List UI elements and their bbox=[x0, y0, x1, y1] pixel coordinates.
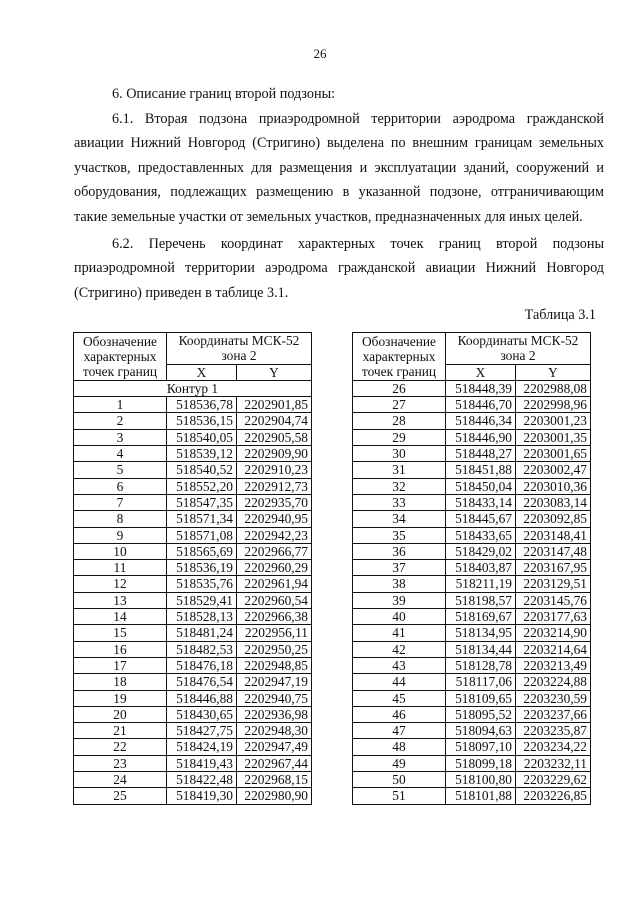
table-row bbox=[353, 543, 591, 559]
header-label-line2: характерных bbox=[83, 348, 157, 364]
x-coordinate: 518095,52 bbox=[446, 706, 516, 722]
table-row bbox=[353, 429, 591, 445]
x-coordinate: 518540,52 bbox=[167, 462, 237, 478]
point-number: 4 bbox=[74, 446, 167, 462]
x-coordinate: 518403,87 bbox=[446, 560, 516, 576]
table-row bbox=[74, 723, 312, 739]
point-label-header bbox=[353, 333, 446, 381]
point-number: 48 bbox=[353, 739, 446, 755]
x-coordinate: 518446,90 bbox=[446, 429, 516, 445]
point-number: 45 bbox=[353, 690, 446, 706]
point-number: 42 bbox=[353, 641, 446, 657]
point-number: 9 bbox=[74, 527, 167, 543]
table-row bbox=[74, 429, 312, 445]
point-number: 7 bbox=[74, 494, 167, 510]
x-coordinate: 518419,43 bbox=[167, 755, 237, 771]
y-coordinate: 2203234,22 bbox=[516, 739, 591, 755]
x-coordinate: 518430,65 bbox=[167, 706, 237, 722]
x-coordinate: 518433,65 bbox=[446, 527, 516, 543]
table-row bbox=[353, 723, 591, 739]
paragraph-6-2-text: 6.2. Перечень координат характерных точек границ второй подзоны приаэродромной территории аэродрома гражданской авиации Нижний Новгород (Стригино) приведен в таблице 3.1. bbox=[74, 236, 604, 301]
table-caption: Таблица 3.1 bbox=[524, 307, 596, 323]
y-coordinate: 2202948,85 bbox=[237, 657, 312, 673]
x-coordinate: 518128,78 bbox=[446, 657, 516, 673]
point-number: 1 bbox=[74, 397, 167, 413]
table-row bbox=[74, 397, 312, 413]
table-row bbox=[74, 576, 312, 592]
table-row bbox=[353, 755, 591, 771]
point-number: 5 bbox=[74, 462, 167, 478]
y-coordinate: 2202968,15 bbox=[237, 772, 312, 788]
point-number: 33 bbox=[353, 494, 446, 510]
point-label-header bbox=[74, 333, 167, 381]
x-coordinate: 518529,41 bbox=[167, 592, 237, 608]
x-coordinate: 518536,15 bbox=[167, 413, 237, 429]
point-number: 16 bbox=[74, 641, 167, 657]
point-number: 34 bbox=[353, 511, 446, 527]
table-row bbox=[74, 674, 312, 690]
x-coordinate: 518536,19 bbox=[167, 560, 237, 576]
page-number: 26 bbox=[313, 46, 327, 61]
point-number: 47 bbox=[353, 723, 446, 739]
header-label-line1: Обозначение bbox=[362, 333, 436, 349]
table-row bbox=[74, 641, 312, 657]
point-number: 50 bbox=[353, 772, 446, 788]
y-coordinate: 2202960,54 bbox=[237, 592, 312, 608]
point-number: 32 bbox=[353, 478, 446, 494]
x-coordinate: 518097,10 bbox=[446, 739, 516, 755]
y-coordinate: 2203129,51 bbox=[516, 576, 591, 592]
y-coordinate: 2203083,14 bbox=[516, 494, 591, 510]
table-row bbox=[353, 380, 591, 396]
point-number: 6 bbox=[74, 478, 167, 494]
point-number: 10 bbox=[74, 543, 167, 559]
x-coordinate: 518427,75 bbox=[167, 723, 237, 739]
y-coordinate: 2203167,95 bbox=[516, 560, 591, 576]
point-number: 41 bbox=[353, 625, 446, 641]
table-row bbox=[74, 462, 312, 478]
y-coordinate: 2202904,74 bbox=[237, 413, 312, 429]
x-coordinate: 518481,24 bbox=[167, 625, 237, 641]
point-number: 26 bbox=[353, 380, 446, 396]
x-coordinate: 518451,88 bbox=[446, 462, 516, 478]
x-coordinate: 518535,76 bbox=[167, 576, 237, 592]
point-number: 38 bbox=[353, 576, 446, 592]
x-coordinate: 518134,44 bbox=[446, 641, 516, 657]
coords-header bbox=[446, 333, 591, 365]
point-number: 36 bbox=[353, 543, 446, 559]
x-coordinate: 518476,18 bbox=[167, 657, 237, 673]
table-row bbox=[353, 560, 591, 576]
x-coordinate: 518419,30 bbox=[167, 788, 237, 804]
y-coordinate: 2202950,25 bbox=[237, 641, 312, 657]
x-coordinate: 518433,14 bbox=[446, 494, 516, 510]
x-header: X bbox=[167, 364, 237, 380]
table-row bbox=[353, 511, 591, 527]
y-coordinate: 2202988,08 bbox=[516, 380, 591, 396]
x-coordinate: 518540,05 bbox=[167, 429, 237, 445]
paragraph-6-1-text: 6.1. Вторая подзона приаэродромной территории аэродрома гражданской авиации Нижний Новгород (Стригино) выделена по внешним границам земельных участков, предоставленных для размещения и эксплуатации зданий, сооружений и оборудования, подлежащих размещению в указанной подзоне, отграничивающим такие земельные участки от земельных участков, предназначенных для иных целей. bbox=[74, 111, 604, 225]
y-coordinate: 2203230,59 bbox=[516, 690, 591, 706]
table-row bbox=[353, 739, 591, 755]
point-number: 15 bbox=[74, 625, 167, 641]
y-coordinate: 2202940,95 bbox=[237, 511, 312, 527]
table-row bbox=[353, 478, 591, 494]
table-row bbox=[353, 592, 591, 608]
y-coordinate: 2203001,65 bbox=[516, 446, 591, 462]
y-coordinate: 2203147,48 bbox=[516, 543, 591, 559]
header-label-line3: точек границ bbox=[361, 364, 437, 380]
x-coordinate: 518100,80 bbox=[446, 772, 516, 788]
table-row bbox=[74, 772, 312, 788]
point-number: 8 bbox=[74, 511, 167, 527]
point-number: 40 bbox=[353, 609, 446, 625]
table-row bbox=[353, 446, 591, 462]
table-row bbox=[353, 772, 591, 788]
point-number: 35 bbox=[353, 527, 446, 543]
y-coordinate: 2202901,85 bbox=[237, 397, 312, 413]
x-coordinate: 518424,19 bbox=[167, 739, 237, 755]
table-row bbox=[74, 657, 312, 673]
x-coordinate: 518448,27 bbox=[446, 446, 516, 462]
point-number: 29 bbox=[353, 429, 446, 445]
table-row bbox=[353, 609, 591, 625]
table-row bbox=[353, 625, 591, 641]
point-number: 28 bbox=[353, 413, 446, 429]
table-row bbox=[74, 755, 312, 771]
x-coordinate: 518446,88 bbox=[167, 690, 237, 706]
paragraph-6-1 bbox=[74, 107, 604, 229]
coords-header-line1: Координаты МСК-52 bbox=[457, 333, 579, 348]
table-row bbox=[353, 462, 591, 478]
table-row bbox=[74, 494, 312, 510]
y-coordinate: 2202912,73 bbox=[237, 478, 312, 494]
point-number: 20 bbox=[74, 706, 167, 722]
point-number: 30 bbox=[353, 446, 446, 462]
table-row bbox=[74, 543, 312, 559]
table-row bbox=[74, 609, 312, 625]
x-coordinate: 518109,65 bbox=[446, 690, 516, 706]
y-coordinate: 2203214,90 bbox=[516, 625, 591, 641]
y-coordinate: 2202948,30 bbox=[237, 723, 312, 739]
y-coordinate: 2203237,66 bbox=[516, 706, 591, 722]
y-coordinate: 2202966,77 bbox=[237, 543, 312, 559]
x-coordinate: 518450,04 bbox=[446, 478, 516, 494]
table-row bbox=[74, 690, 312, 706]
x-coordinate: 518448,39 bbox=[446, 380, 516, 396]
y-coordinate: 2203145,76 bbox=[516, 592, 591, 608]
y-coordinate: 2203213,49 bbox=[516, 657, 591, 673]
table-row bbox=[353, 576, 591, 592]
table-row bbox=[353, 788, 591, 804]
point-number: 3 bbox=[74, 429, 167, 445]
x-coordinate: 518571,34 bbox=[167, 511, 237, 527]
y-coordinate: 2202940,75 bbox=[237, 690, 312, 706]
x-coordinate: 518429,02 bbox=[446, 543, 516, 559]
point-number: 18 bbox=[74, 674, 167, 690]
point-number: 44 bbox=[353, 674, 446, 690]
coords-header-line2: зона 2 bbox=[221, 348, 257, 364]
contour-label: Контур 1 bbox=[74, 380, 312, 396]
y-coordinate: 2202956,11 bbox=[237, 625, 312, 641]
y-coordinate: 2202947,19 bbox=[237, 674, 312, 690]
header-label-line2: характерных bbox=[362, 348, 436, 364]
point-number: 46 bbox=[353, 706, 446, 722]
point-number: 49 bbox=[353, 755, 446, 771]
y-coordinate: 2203232,11 bbox=[516, 755, 591, 771]
header-label-line3: точек границ bbox=[82, 364, 158, 380]
y-coordinate: 2203214,64 bbox=[516, 641, 591, 657]
x-coordinate: 518101,88 bbox=[446, 788, 516, 804]
point-number: 43 bbox=[353, 657, 446, 673]
x-coordinate: 518547,35 bbox=[167, 494, 237, 510]
point-number: 37 bbox=[353, 560, 446, 576]
y-header: Y bbox=[237, 364, 312, 380]
y-coordinate: 2203001,35 bbox=[516, 429, 591, 445]
table-row bbox=[353, 397, 591, 413]
y-coordinate: 2202942,23 bbox=[237, 527, 312, 543]
y-coordinate: 2202936,98 bbox=[237, 706, 312, 722]
coordinates-table-left bbox=[73, 332, 312, 805]
y-coordinate: 2202966,38 bbox=[237, 609, 312, 625]
point-number: 51 bbox=[353, 788, 446, 804]
x-coordinate: 518211,19 bbox=[446, 576, 516, 592]
y-coordinate: 2203226,85 bbox=[516, 788, 591, 804]
point-number: 31 bbox=[353, 462, 446, 478]
table-row bbox=[74, 527, 312, 543]
x-coordinate: 518446,34 bbox=[446, 413, 516, 429]
table-row bbox=[353, 706, 591, 722]
x-coordinate: 518539,12 bbox=[167, 446, 237, 462]
point-number: 27 bbox=[353, 397, 446, 413]
table-row bbox=[74, 739, 312, 755]
table-row bbox=[353, 527, 591, 543]
table-row bbox=[74, 478, 312, 494]
point-number: 39 bbox=[353, 592, 446, 608]
point-number: 24 bbox=[74, 772, 167, 788]
x-coordinate: 518422,48 bbox=[167, 772, 237, 788]
table-row bbox=[353, 674, 591, 690]
x-coordinate: 518571,08 bbox=[167, 527, 237, 543]
point-number: 22 bbox=[74, 739, 167, 755]
table-row bbox=[74, 625, 312, 641]
coordinates-table-right bbox=[352, 332, 591, 805]
x-coordinate: 518446,70 bbox=[446, 397, 516, 413]
y-coordinate: 2203177,63 bbox=[516, 609, 591, 625]
y-coordinate: 2202960,29 bbox=[237, 560, 312, 576]
table-row bbox=[74, 706, 312, 722]
y-coordinate: 2202905,58 bbox=[237, 429, 312, 445]
section-heading: 6. Описание границ второй подзоны: bbox=[112, 86, 336, 102]
point-number: 14 bbox=[74, 609, 167, 625]
y-coordinate: 2203092,85 bbox=[516, 511, 591, 527]
point-number: 2 bbox=[74, 413, 167, 429]
table-row bbox=[74, 446, 312, 462]
y-coordinate: 2203002,47 bbox=[516, 462, 591, 478]
x-coordinate: 518094,63 bbox=[446, 723, 516, 739]
point-number: 12 bbox=[74, 576, 167, 592]
coords-header-line2: зона 2 bbox=[500, 348, 536, 364]
x-coordinate: 518482,53 bbox=[167, 641, 237, 657]
y-coordinate: 2203229,62 bbox=[516, 772, 591, 788]
point-number: 17 bbox=[74, 657, 167, 673]
table-row bbox=[353, 641, 591, 657]
table-row bbox=[74, 413, 312, 429]
coords-header bbox=[167, 333, 312, 365]
y-coordinate: 2203001,23 bbox=[516, 413, 591, 429]
y-coordinate: 2202909,90 bbox=[237, 446, 312, 462]
x-coordinate: 518169,67 bbox=[446, 609, 516, 625]
y-coordinate: 2202910,23 bbox=[237, 462, 312, 478]
y-header: Y bbox=[516, 364, 591, 380]
y-coordinate: 2202980,90 bbox=[237, 788, 312, 804]
paragraph-6-2 bbox=[74, 232, 604, 305]
coords-header-line1: Координаты МСК-52 bbox=[178, 333, 300, 348]
x-coordinate: 518099,18 bbox=[446, 755, 516, 771]
point-number: 11 bbox=[74, 560, 167, 576]
x-coordinate: 518565,69 bbox=[167, 543, 237, 559]
x-header: X bbox=[446, 364, 516, 380]
x-coordinate: 518198,57 bbox=[446, 592, 516, 608]
table-row bbox=[74, 788, 312, 804]
header-label-line1: Обозначение bbox=[83, 333, 157, 349]
x-coordinate: 518117,06 bbox=[446, 674, 516, 690]
x-coordinate: 518528,13 bbox=[167, 609, 237, 625]
point-number: 25 bbox=[74, 788, 167, 804]
table-row bbox=[74, 511, 312, 527]
x-coordinate: 518552,20 bbox=[167, 478, 237, 494]
table-row bbox=[353, 494, 591, 510]
y-coordinate: 2202947,49 bbox=[237, 739, 312, 755]
point-number: 21 bbox=[74, 723, 167, 739]
y-coordinate: 2202998,96 bbox=[516, 397, 591, 413]
point-number: 19 bbox=[74, 690, 167, 706]
table-row bbox=[74, 560, 312, 576]
point-number: 13 bbox=[74, 592, 167, 608]
y-coordinate: 2203148,41 bbox=[516, 527, 591, 543]
table-row bbox=[353, 413, 591, 429]
x-coordinate: 518134,95 bbox=[446, 625, 516, 641]
x-coordinate: 518476,54 bbox=[167, 674, 237, 690]
x-coordinate: 518445,67 bbox=[446, 511, 516, 527]
table-row bbox=[353, 657, 591, 673]
y-coordinate: 2203235,87 bbox=[516, 723, 591, 739]
y-coordinate: 2202967,44 bbox=[237, 755, 312, 771]
y-coordinate: 2202961,94 bbox=[237, 576, 312, 592]
point-number: 23 bbox=[74, 755, 167, 771]
y-coordinate: 2203010,36 bbox=[516, 478, 591, 494]
table-row bbox=[353, 690, 591, 706]
y-coordinate: 2202935,70 bbox=[237, 494, 312, 510]
y-coordinate: 2203224,88 bbox=[516, 674, 591, 690]
table-row bbox=[74, 592, 312, 608]
x-coordinate: 518536,78 bbox=[167, 397, 237, 413]
